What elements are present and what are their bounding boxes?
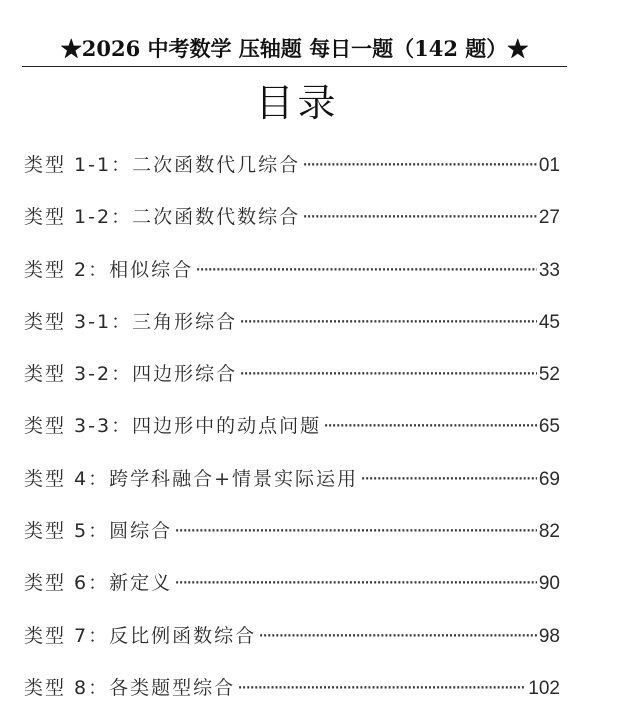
- toc-entry[interactable]: [24, 566, 560, 618]
- toc-entry-page: 52: [538, 364, 560, 386]
- toc-entry[interactable]: [24, 671, 560, 723]
- dot-leader: [323, 409, 537, 443]
- toc-entry-page: 98: [538, 625, 560, 647]
- toc-entry-label: 类型 6：新定义: [24, 572, 173, 595]
- toc-entry-page: 27: [538, 207, 560, 229]
- toc-entry-page: 90: [538, 573, 560, 595]
- toc-entry-label: 类型 5：圆综合: [24, 520, 173, 543]
- toc-entry[interactable]: [24, 514, 560, 566]
- dot-leader: [258, 619, 537, 653]
- toc-entry-label: 类型 4：跨学科融合+情景实际运用: [24, 467, 359, 490]
- toc-entry[interactable]: [24, 253, 560, 305]
- toc-entry-label: 类型 8：各类题型综合: [24, 676, 236, 699]
- page-title: 目录: [255, 81, 340, 125]
- dot-leader: [237, 671, 526, 705]
- toc-entry-label: 类型 3-2：四边形综合: [24, 363, 238, 386]
- toc-entry[interactable]: [24, 619, 560, 671]
- header-divider: [22, 66, 567, 67]
- toc-entry-page: 102: [528, 677, 560, 699]
- toc-entry-page: 33: [538, 259, 560, 281]
- toc-entry-label: 类型 3-1：三角形综合: [24, 310, 238, 333]
- toc-entry[interactable]: [24, 305, 560, 357]
- toc-entry[interactable]: [24, 409, 560, 461]
- toc-entry-page: 82: [538, 521, 560, 543]
- dot-leader: [239, 357, 537, 391]
- toc-entry-page: 69: [538, 468, 560, 490]
- dot-leader: [360, 462, 537, 496]
- toc-entry-label: 类型 1-1：二次函数代几综合: [24, 154, 301, 176]
- toc-entry[interactable]: [24, 357, 560, 409]
- toc-entry-page: 45: [538, 311, 560, 333]
- toc-entry[interactable]: [24, 148, 560, 200]
- toc-entry-page: 01: [538, 155, 560, 176]
- toc-entry-label: 类型 1-2：二次函数代数综合: [24, 206, 301, 229]
- dot-leader: [302, 148, 537, 182]
- dot-leader: [195, 253, 537, 287]
- toc-entry-label: 类型 2：相似综合: [24, 258, 194, 281]
- dot-leader: [174, 566, 537, 600]
- toc-entry[interactable]: [24, 462, 560, 514]
- toc-entry-label: 类型 3-3：四边形中的动点问题: [24, 415, 322, 438]
- toc-entry-label: 类型 7：反比例函数综合: [24, 624, 257, 647]
- table-of-contents: [24, 148, 560, 723]
- document-header: ★2026 中考数学 压轴题 每日一题（142 题）★: [60, 36, 529, 61]
- dot-leader: [239, 305, 537, 339]
- dot-leader: [174, 514, 537, 548]
- toc-entry[interactable]: [24, 200, 560, 252]
- toc-entry-page: 65: [538, 416, 560, 438]
- dot-leader: [302, 200, 537, 234]
